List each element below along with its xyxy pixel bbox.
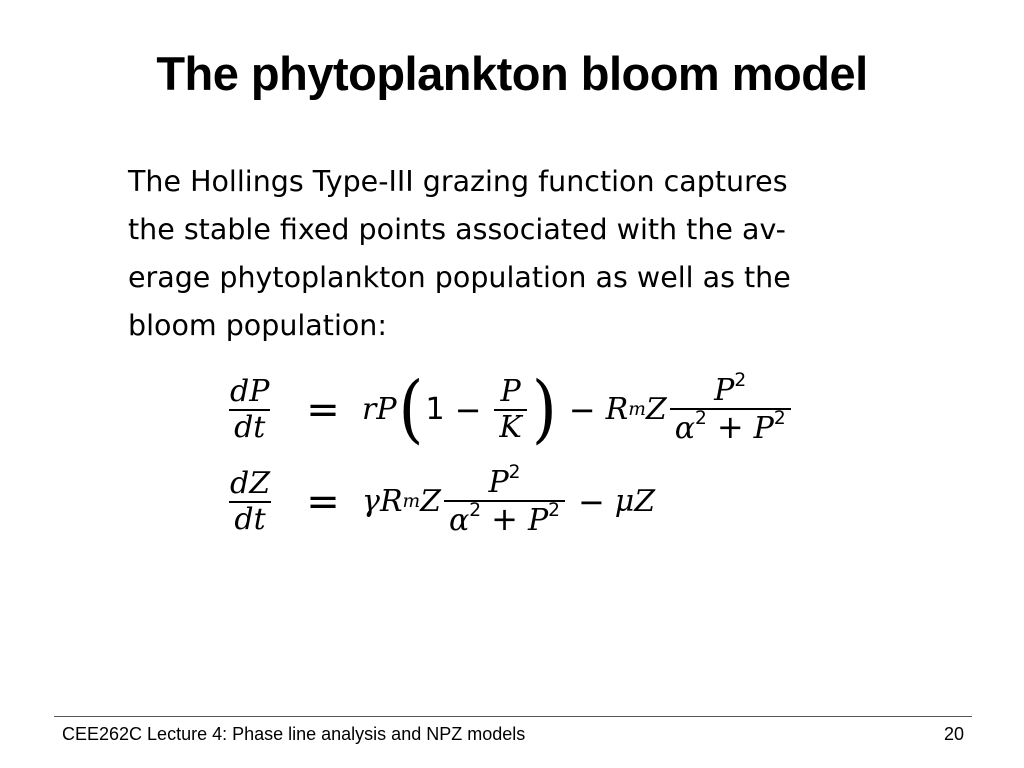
var-gamma: γ xyxy=(362,484,380,520)
var-z: Z xyxy=(645,392,667,428)
subscript-m: m xyxy=(628,398,646,420)
exponent: 2 xyxy=(508,462,521,484)
equals-sign: = xyxy=(306,479,340,525)
var-r-max: R xyxy=(379,484,403,520)
grazing-fraction xyxy=(444,462,565,538)
var-z: Z xyxy=(420,484,442,520)
inner-denominator: K xyxy=(499,409,522,445)
plus-sign: + xyxy=(491,499,518,538)
exponent: 2 xyxy=(548,499,560,521)
var-alpha: α xyxy=(449,502,470,538)
subscript-m: m xyxy=(402,490,421,512)
plus-sign: + xyxy=(716,407,744,446)
inner-numerator: P xyxy=(500,374,521,410)
var-z: Z xyxy=(634,484,656,520)
var-r-max: R xyxy=(605,392,629,428)
grazing-fraction xyxy=(670,370,791,446)
exponent: 2 xyxy=(694,407,707,429)
body-line: erage phytoplankton population as well as the xyxy=(128,261,791,294)
slide-title: The phytoplankton bloom model xyxy=(156,47,868,100)
lhs-fraction xyxy=(225,467,275,536)
footer-page-number: 20 xyxy=(943,724,964,744)
frac-numerator-p: P xyxy=(488,465,509,501)
equation-block xyxy=(222,368,794,552)
open-paren: ( xyxy=(398,367,424,453)
exponent: 2 xyxy=(734,370,747,392)
rhs-expression xyxy=(362,462,656,538)
exponent: 2 xyxy=(773,407,786,429)
constant-one: 1 xyxy=(425,392,445,428)
footer-lecture-title: CEE262C Lecture 4: Phase line analysis and NPZ models xyxy=(62,724,526,744)
minus-sign: − xyxy=(454,390,482,429)
body-line: The Hollings Type-III grazing function captures xyxy=(128,165,788,198)
lhs-numerator: dZ xyxy=(230,466,271,502)
p-over-k-fraction xyxy=(494,375,526,444)
var-mu: μ xyxy=(614,484,635,520)
lhs-denominator: dt xyxy=(234,502,266,537)
var-p: P xyxy=(753,410,774,446)
rhs-expression xyxy=(362,367,794,453)
lhs-denominator: dt xyxy=(234,410,266,445)
var-alpha: α xyxy=(674,410,695,446)
body-line: bloom population: xyxy=(128,309,387,342)
equation-dp-dt xyxy=(222,368,794,452)
minus-sign: − xyxy=(568,390,596,429)
lhs-fraction xyxy=(225,375,274,444)
close-paren: ) xyxy=(531,367,557,453)
body-paragraph xyxy=(128,158,948,350)
exponent: 2 xyxy=(469,499,482,521)
lhs-numerator: dP xyxy=(230,374,270,410)
minus-sign: − xyxy=(577,482,605,521)
frac-numerator-p: P xyxy=(714,373,735,409)
footer-divider xyxy=(54,716,972,717)
var-r: r xyxy=(362,392,377,428)
var-p: P xyxy=(527,502,549,538)
body-line: the stable fixed points associated with the av- xyxy=(128,213,786,246)
equals-sign: = xyxy=(306,387,340,433)
var-p: P xyxy=(376,392,397,428)
equation-dz-dt xyxy=(222,460,794,544)
